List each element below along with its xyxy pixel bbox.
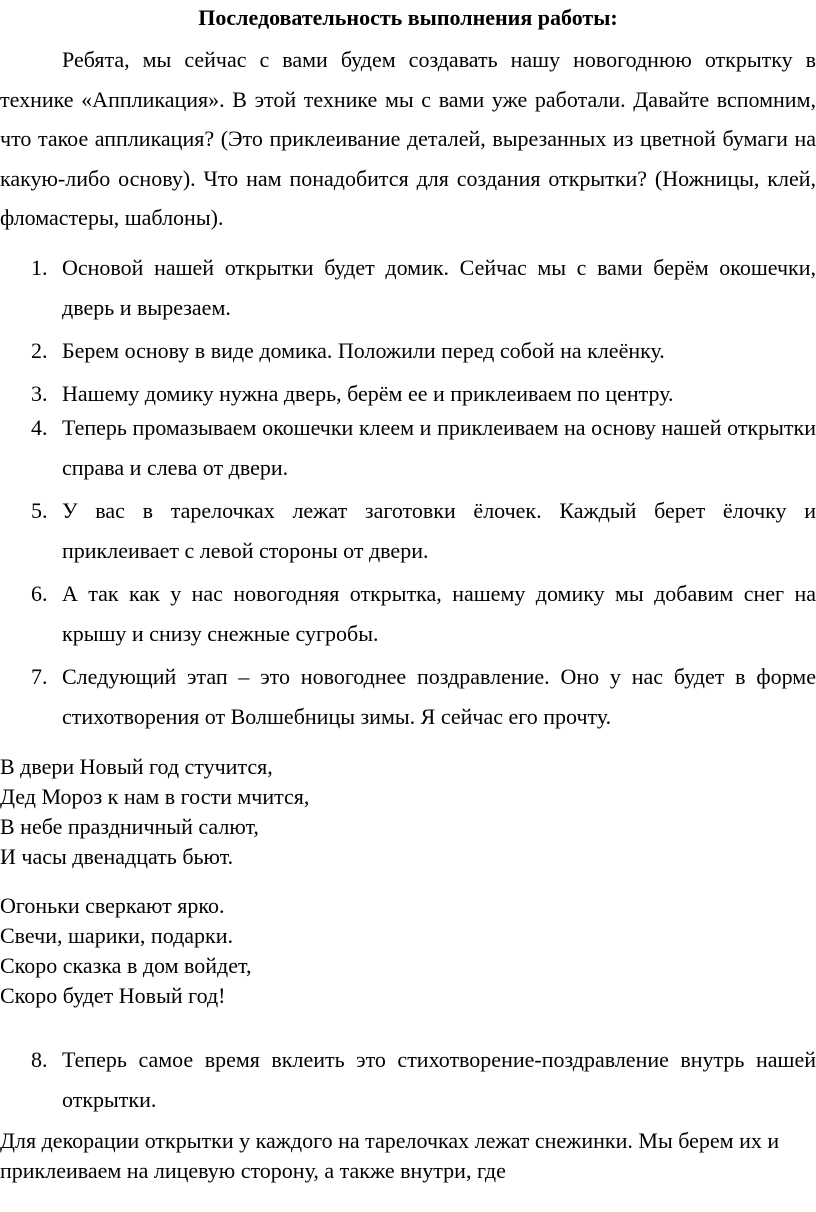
poem-line: Скоро будет Новый год! bbox=[0, 983, 226, 1008]
step-item bbox=[0, 248, 816, 328]
step-item bbox=[0, 574, 816, 654]
step-text: Берем основу в виде домика. Положили перед собой на клеёнку. bbox=[62, 338, 665, 363]
outro-paragraph: Для декорации открытки у каждого на тарелочках лежат снежинки. Мы берем их и приклеиваем на лицевую сторону, а также внутри, где bbox=[0, 1128, 780, 1183]
step-text: Теперь промазываем окошечки клеем и приклеиваем на основу нашей открытки справа и слева от двери. bbox=[62, 415, 816, 480]
step-number: 5. bbox=[31, 498, 48, 523]
step-text: Основой нашей открытки будет домик. Сейчас мы с вами берём окошечки, дверь и вырезаем. bbox=[62, 255, 816, 320]
step-text: А так как у нас новогодняя открытка, нашему домику мы добавим снег на крышу и снизу снежные сугробы. bbox=[62, 581, 816, 646]
step-number: 4. bbox=[31, 415, 48, 440]
step-number: 1. bbox=[31, 255, 48, 280]
poem-line: Скоро сказка в дом войдет, bbox=[0, 953, 252, 978]
step-number: 3. bbox=[31, 381, 48, 406]
step-number: 7. bbox=[31, 664, 48, 689]
step-item bbox=[0, 1040, 816, 1120]
step-text: У вас в тарелочках лежат заготовки ёлочек. Каждый берет ёлочку и приклеивает с левой стороны от двери. bbox=[62, 498, 816, 563]
step-text: Теперь самое время вклеить это стихотворение-поздравление внутрь нашей открытки. bbox=[62, 1047, 816, 1112]
steps-list bbox=[0, 248, 816, 740]
poem-stanza-2 bbox=[0, 891, 251, 1011]
poem-line: В небе праздничный салют, bbox=[0, 814, 259, 839]
step-item bbox=[0, 331, 816, 371]
poem-line: Огоньки сверкают ярко. bbox=[0, 893, 225, 918]
step-text: Следующий этап – это новогоднее поздравление. Оно у нас будет в форме стихотворения от Волшебницы зимы. Я сейчас его прочту. bbox=[62, 664, 816, 729]
step-number: 2. bbox=[31, 338, 48, 363]
poem-line: В двери Новый год стучится, bbox=[0, 754, 273, 779]
steps-list-continued bbox=[0, 1040, 816, 1123]
step-text: Нашему домику нужна дверь, берём ее и приклеиваем по центру. bbox=[62, 381, 674, 406]
poem-line: И часы двенадцать бьют. bbox=[0, 844, 234, 869]
poem-line: Свечи, шарики, подарки. bbox=[0, 923, 233, 948]
step-item bbox=[0, 491, 816, 571]
step-number: 6. bbox=[31, 581, 48, 606]
step-number: 8. bbox=[31, 1047, 48, 1072]
page-title: Последовательность выполнения работы: bbox=[198, 5, 618, 30]
intro-paragraph: Ребята, мы сейчас с вами будем создавать нашу новогоднюю открытку в технике «Аппликация». В этой технике мы с вами уже работали. Давайте вспомним, что такое аппликация? (Это приклеивание деталей, вырезанных из цветной бумаги на какую-либо основу). Что нам понадобится для создания открытки? (Ножницы, клей, фломастеры, шаблоны). bbox=[0, 47, 816, 230]
poem-line: Дед Мороз к нам в гости мчится, bbox=[0, 784, 310, 809]
poem-stanza-1 bbox=[0, 752, 309, 872]
step-item bbox=[0, 657, 816, 737]
step-item bbox=[0, 408, 816, 488]
